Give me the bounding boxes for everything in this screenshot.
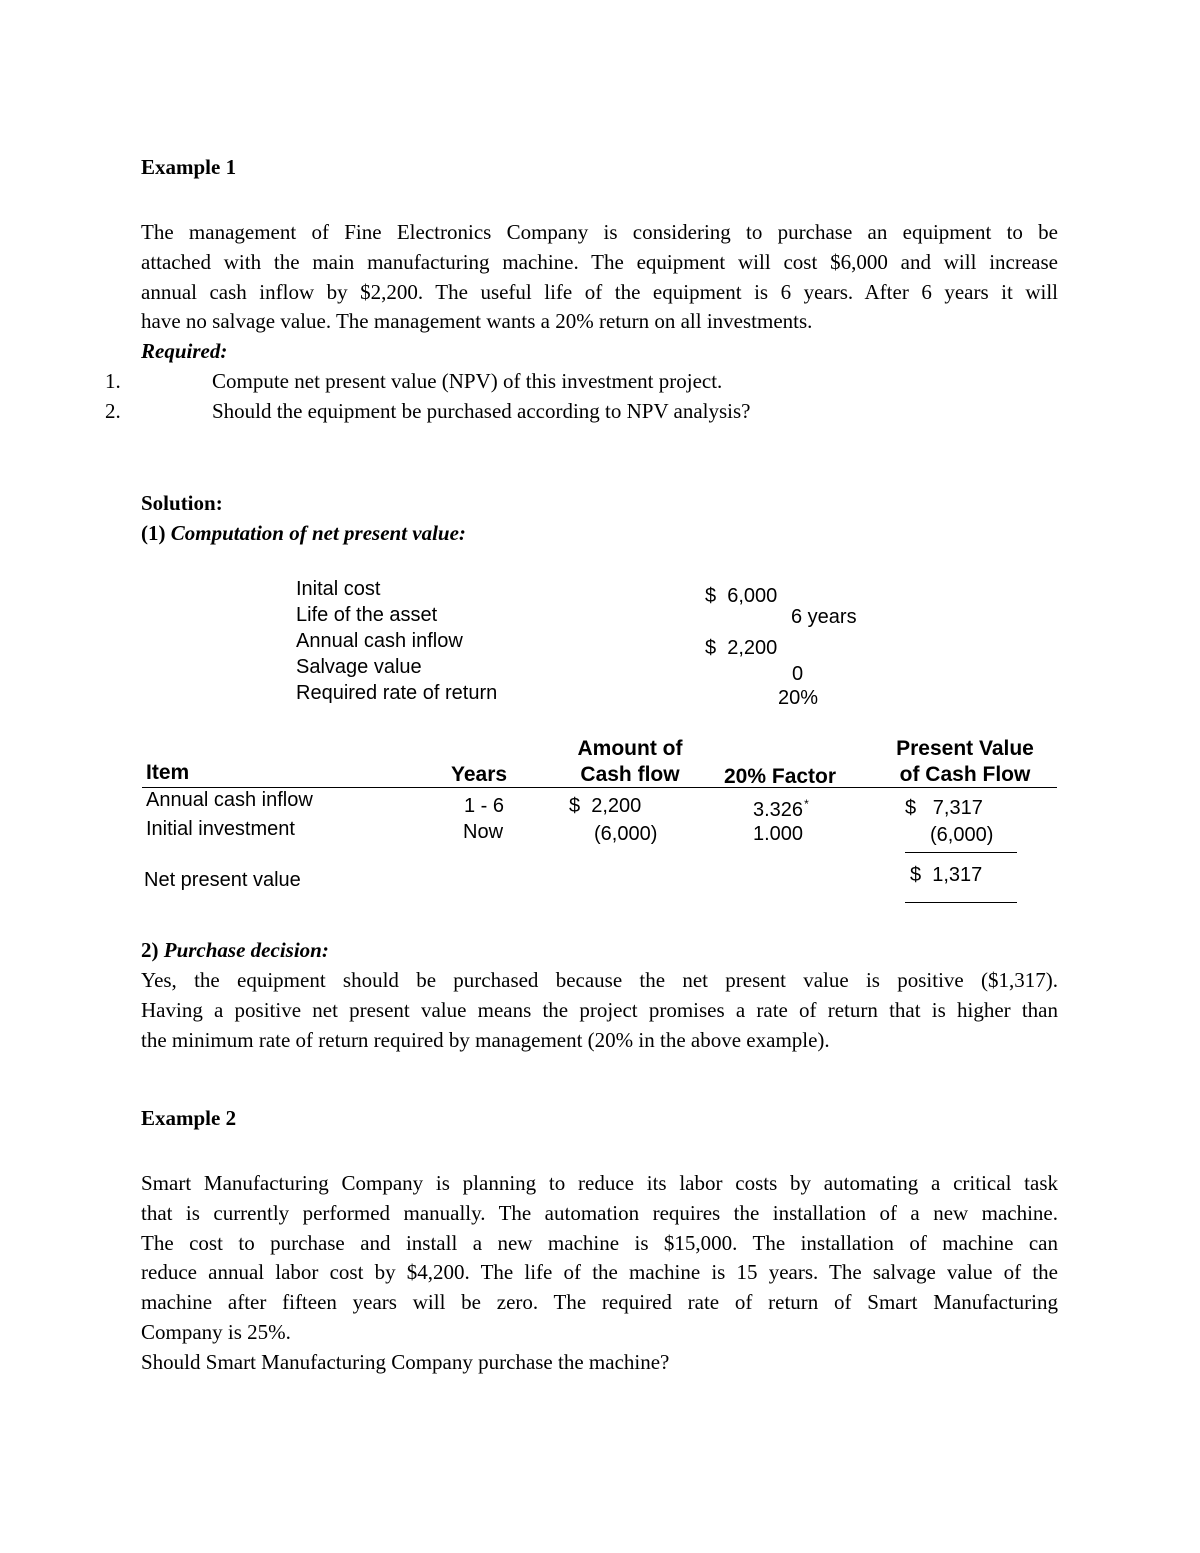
paragraph-line: annual cash inflow by $2,200. The useful life of the equipment is 6 years. After 6 years it will	[141, 279, 1058, 304]
row-factor: 1.000	[753, 823, 804, 845]
row-item: Annual cash inflow	[146, 789, 313, 811]
given-label: Required rate of return	[296, 682, 498, 704]
example1-heading: Example 1	[141, 155, 237, 179]
row-years: Now	[463, 821, 504, 843]
paragraph-line: The management of Fine Electronics Company is considering to purchase an equipment to be	[141, 220, 1058, 244]
npv-value: $ 1,317	[910, 864, 983, 886]
question-number: 1.	[105, 369, 121, 393]
header-item: Item	[146, 761, 190, 784]
given-label: Life of the asset	[296, 604, 438, 626]
row-amount: (6,000)	[594, 823, 658, 845]
paragraph-line: the minimum rate of return required by management (20% in the above example).	[141, 1027, 830, 1052]
given-label: Inital cost	[296, 578, 381, 600]
header-amount: Cash flow	[580, 763, 680, 786]
row-item: Initial investment	[146, 818, 295, 840]
part2-title: Purchase decision:	[163, 938, 329, 962]
npv-label: Net present value	[144, 869, 301, 891]
row-present-value: (6,000)	[930, 824, 994, 846]
row-years: 1 - 6	[464, 795, 505, 817]
row-present-value: $ 7,317	[905, 797, 983, 819]
given-value: $ 6,000	[705, 585, 778, 607]
paragraph-line: that is currently performed manually. The automation requires the installation of a new machine.	[141, 1200, 1058, 1225]
given-value: $ 2,200	[705, 637, 778, 659]
header-present-value: Present Value	[896, 737, 1034, 760]
footnote-mark: *	[804, 797, 809, 811]
header-present-value: of Cash Flow	[899, 763, 1031, 786]
given-value: 20%	[778, 687, 819, 709]
example1-paragraph	[141, 218, 1058, 337]
paragraph-line: machine after fifteen years will be zero. The required rate of return of Smart Manufacturing	[141, 1290, 1058, 1315]
row-amount: $ 2,200	[569, 795, 642, 817]
part1-heading	[141, 519, 466, 549]
decision-paragraph	[141, 966, 1058, 1055]
paragraph-line: Smart Manufacturing Company is planning to reduce its labor costs by automating a critical task	[141, 1171, 1058, 1195]
example2-paragraph	[141, 1169, 1058, 1378]
subtotal-rule	[905, 852, 1017, 853]
part1-number: (1)	[141, 521, 171, 545]
paragraph-line: attached with the main manufacturing machine. The equipment will cost $6,000 and will increase	[141, 249, 1058, 274]
paragraph-line: reduce annual labor cost by $4,200. The life of the machine is 15 years. The salvage value of the	[141, 1260, 1058, 1285]
question-number: 2.	[105, 399, 121, 423]
required-label: Required:	[141, 339, 228, 363]
header-rule	[142, 787, 1057, 788]
row-factor	[753, 797, 809, 822]
solution-heading: Solution:	[141, 491, 223, 515]
question-text: Compute net present value (NPV) of this investment project.	[212, 369, 723, 393]
paragraph-line: Yes, the equipment should be purchased because the net present value is positive ($1,317).	[141, 968, 1058, 992]
paragraph-line: have no salvage value. The management wants a 20% return on all investments.	[141, 309, 813, 334]
factor-value: 3.326	[753, 799, 804, 821]
header-amount: Amount of	[577, 737, 683, 760]
given-value: 0	[792, 663, 804, 685]
header-factor: 20% Factor	[724, 765, 837, 788]
paragraph-line: Having a positive net present value means the project promises a rate of return that is higher than	[141, 997, 1058, 1022]
example2-heading: Example 2	[141, 1106, 237, 1130]
part1-title: Computation of net present value:	[170, 521, 466, 545]
example2-question: Should Smart Manufacturing Company purchase the machine?	[141, 1349, 670, 1374]
given-value: 6 years	[791, 606, 857, 628]
header-years: Years	[451, 763, 508, 786]
given-label: Salvage value	[296, 656, 422, 678]
given-label: Annual cash inflow	[296, 630, 463, 652]
part2-heading	[141, 936, 329, 966]
paragraph-line: Company is 25%.	[141, 1319, 291, 1344]
total-rule	[905, 902, 1017, 903]
question-text: Should the equipment be purchased according to NPV analysis?	[212, 399, 751, 423]
part2-number: 2)	[141, 938, 164, 962]
paragraph-line: The cost to purchase and install a new machine is $15,000. The installation of machine can	[141, 1230, 1058, 1255]
